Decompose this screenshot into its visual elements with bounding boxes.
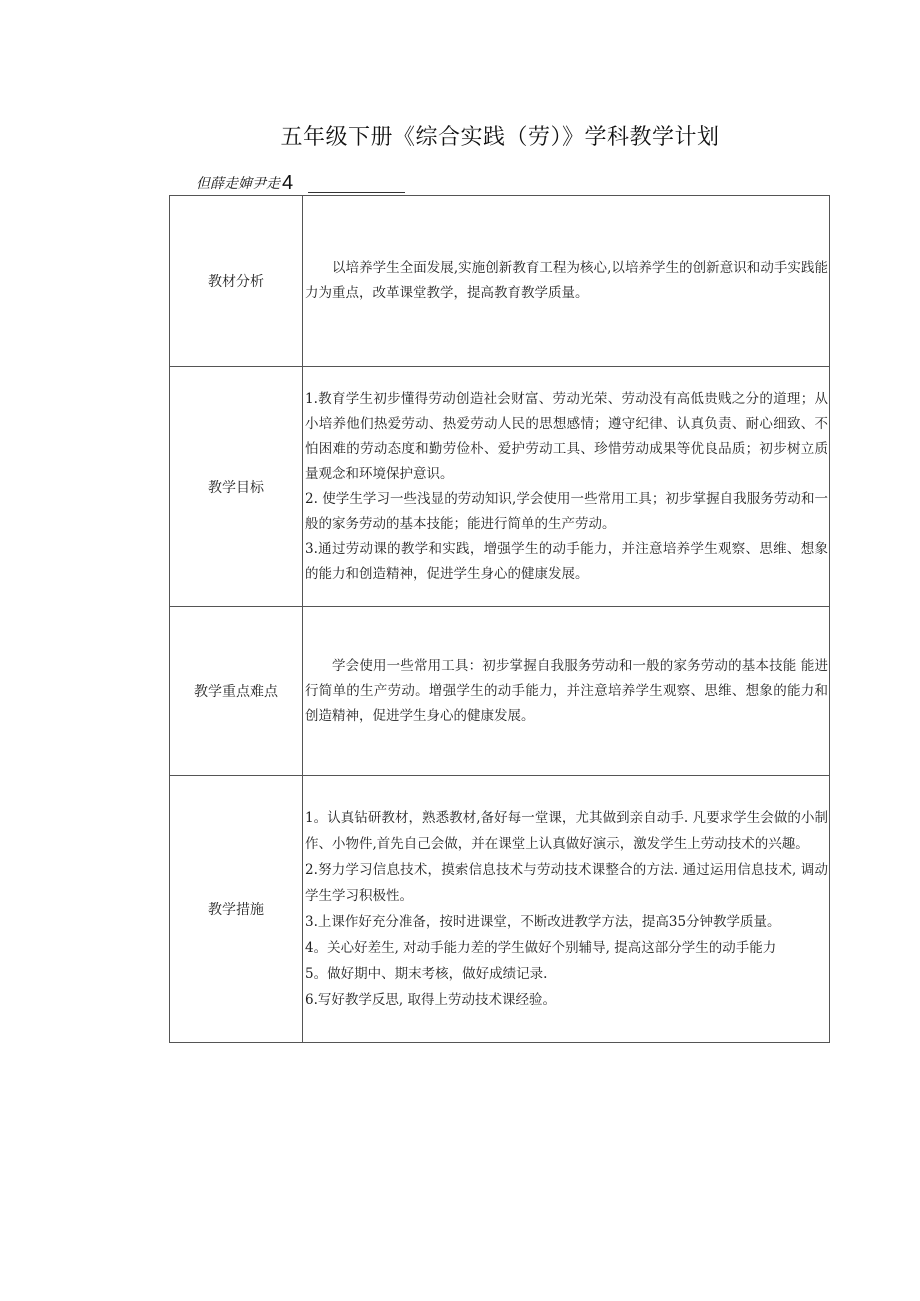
row-label: 教材分析 <box>170 196 303 367</box>
table-row-teaching-goals <box>170 367 830 607</box>
teaching-plan-table <box>169 195 830 1043</box>
table-row-key-points <box>170 607 830 776</box>
table-row-teaching-measures <box>170 776 830 1043</box>
table-row-material-analysis <box>170 196 830 367</box>
content-paragraph: 3.通过劳动课的教学和实践，增强学生的动手能力，并注意培养学生观察、思维、想象的能力和创造精神，促进学生身心的健康发展。 <box>305 540 828 582</box>
row-content <box>303 196 830 367</box>
row-label: 教学措施 <box>170 776 303 1043</box>
content-paragraph: 1。认真钻研教材，熟悉教材,备好每一堂课，尤其做到亲自动手. 凡要求学生会做的小制作、小物件,首先自己会做，并在课堂上认真做好演示，激发学生上劳动技术的兴趣。 <box>305 810 828 852</box>
blank-underline <box>308 192 405 193</box>
row-label: 教学重点难点 <box>170 607 303 776</box>
content-paragraph: 1.教育学生初步懂得劳动创造社会财富、劳动光荣、劳动没有高低贵贱之分的道理；从小培养他们热爱劳动、热爱劳动人民的思想感情；遵守纪律、认真负责、耐心细致、不怕困难的劳动态度和勤劳俭朴、爱护劳动工具、珍惜劳动成果等优良品质；初步树立质量观念和环境保护意识。 <box>305 390 828 482</box>
content-paragraph: 以培养学生全面发展,实施创新教育工程为核心,以培养学生的创新意识和动手实践能力为重点，改革课堂教学，提高教育教学质量。 <box>305 260 828 301</box>
header-line <box>196 172 293 195</box>
row-label: 教学目标 <box>170 367 303 607</box>
row-content <box>303 776 830 1043</box>
header-number: 4 <box>282 172 294 194</box>
row-content <box>303 607 830 776</box>
content-paragraph: 6.写好教学反思, 取得上劳动技术课经验。 <box>305 992 556 1008</box>
content-paragraph: 2. 使学生学习一些浅显的劳动知识,学会使用一些常用工具；初步掌握自我服务劳动和一般的家务劳动的基本技能；能进行简单的生产劳动。 <box>305 490 828 532</box>
header-text: 但薛走婶尹走 <box>196 176 280 192</box>
row-content <box>303 367 830 607</box>
content-paragraph: 2.努力学习信息技术，摸索信息技术与劳动技术课整合的方法. 通过运用信息技术, 调动学生学习积极性。 <box>305 862 828 904</box>
content-paragraph: 4。关心好差生, 对动手能力差的学生做好个别辅导, 提高这部分学生的动手能力 <box>305 940 777 956</box>
content-paragraph: 3.上课作好充分准备，按时进课堂，不断改进教学方法，提高35分钟教学质量。 <box>305 914 781 930</box>
document-title: 五年级下册《综合实践（劳）》学科教学计划 <box>280 125 720 150</box>
content-paragraph: 学会使用一些常用工具：初步掌握自我服务劳动和一般的家务劳动的基本技能 能进行简单的生产劳动。增强学生的动手能力，并注意培养学生观察、思维、想象的能力和创造精神，促进学生身心的健康发展。 <box>305 657 828 724</box>
content-paragraph: 5。做好期中、期末考核，做好成绩记录. <box>305 966 548 982</box>
